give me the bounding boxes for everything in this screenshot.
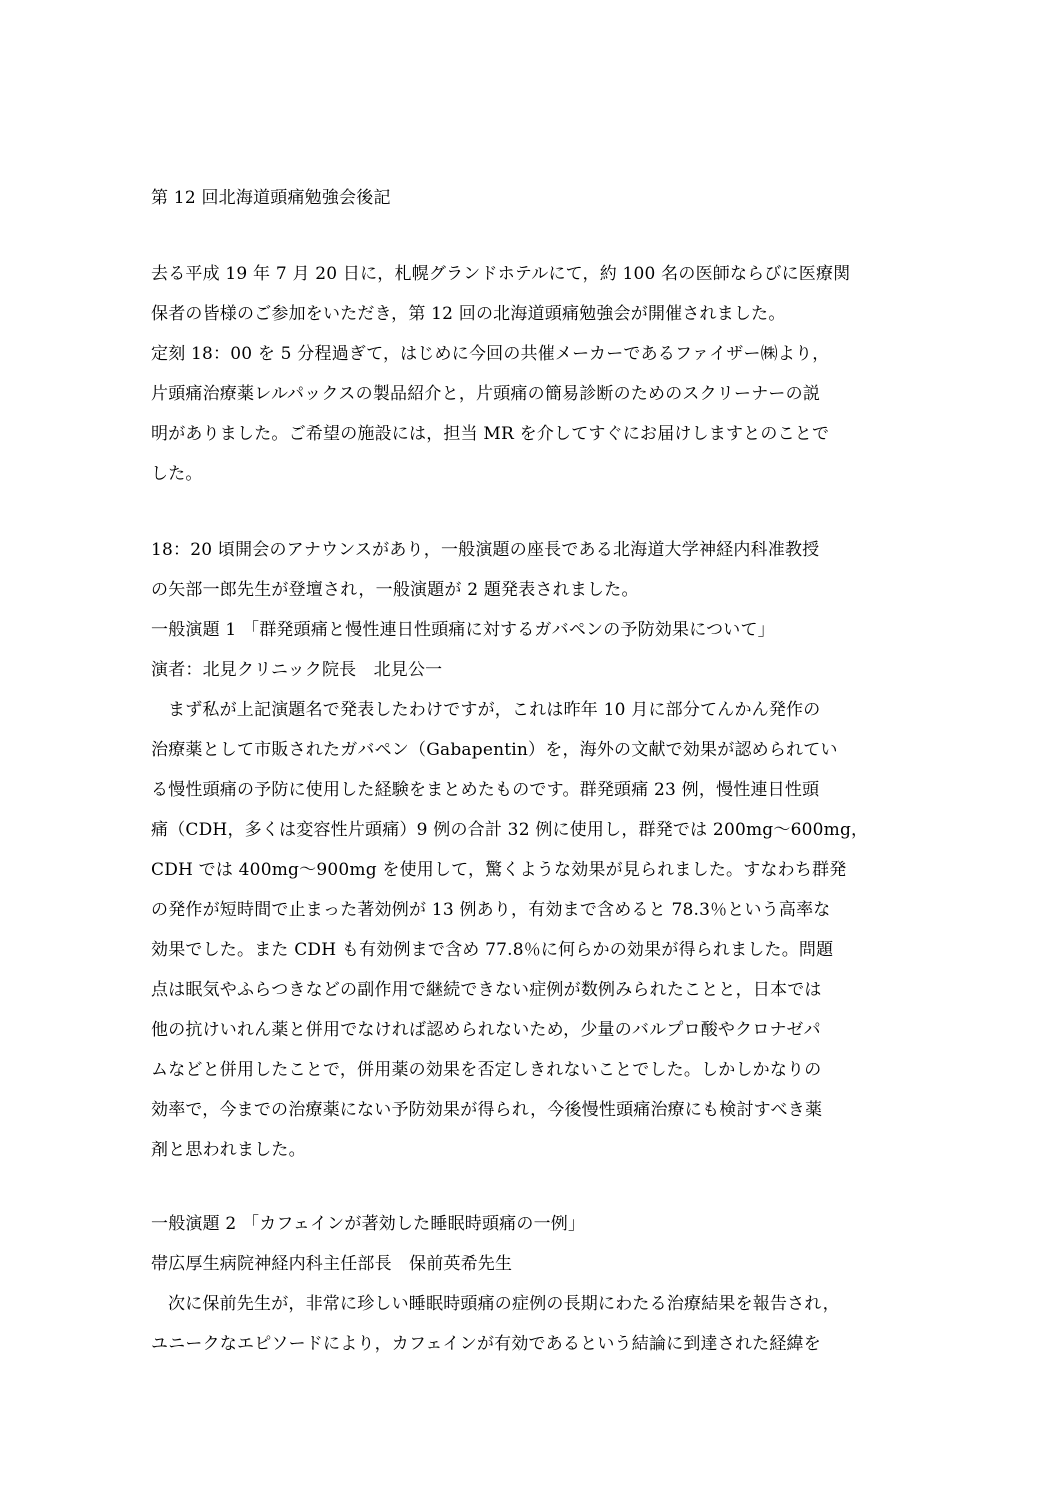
paragraph-line: 他の抗けいれん薬と併用でなければ認められないため，少量のバルプロ酸やクロナゼパ xyxy=(151,1020,821,1040)
paragraph-line: 定刻 18：00 を 5 分程過ぎて，はじめに今回の共催メーカーであるファイザー㈱より， xyxy=(151,344,830,364)
paragraph-line: 片頭痛治療薬レルパックスの製品紹介と，片頭痛の簡易診断のためのスクリーナーの説 xyxy=(151,384,821,404)
paragraph-line: 効率で，今までの治療薬にない予防効果が得られ，今後慢性頭痛治療にも検討すべき薬 xyxy=(151,1100,823,1120)
paragraph-line: 明がありました。ご希望の施設には，担当 MR を介してすぐにお届けしますとのことで xyxy=(151,424,830,444)
paragraph-line: した。 xyxy=(151,464,203,484)
paragraph-line: ムなどと併用したことで，併用薬の効果を否定しきれないことでした。しかしかなりの xyxy=(151,1060,822,1080)
paragraph-line: まず私が上記演題名で発表したわけですが，これは昨年 10 月に部分てんかん発作の xyxy=(168,700,821,720)
paragraph-line: る慢性頭痛の予防に使用した経験をまとめたものです。群発頭痛 23 例，慢性連日性頭 xyxy=(151,780,820,800)
paragraph-line: の発作が短時間で止まった著効例が 13 例あり，有効まで含めると 78.3％という高率な xyxy=(151,900,831,920)
paragraph-line: 保者の皆様のご参加をいただき，第 12 回の北海道頭痛勉強会が開催されました。 xyxy=(151,304,786,324)
paragraph-line: 次に保前先生が，非常に珍しい睡眠時頭痛の症例の長期にわたる治療結果を報告され， xyxy=(168,1294,840,1314)
paragraph-line: の矢部一郎先生が登壇され，一般演題が 2 題発表されました。 xyxy=(151,580,639,600)
paragraph-line: 痛（CDH，多くは変容性片頭痛）9 例の合計 32 例に使用し，群発では 200mg～600mg， xyxy=(151,820,869,840)
talk1-heading: 一般演題 1 「群発頭痛と慢性連日性頭痛に対するガバペンの予防効果について」 xyxy=(151,620,775,640)
document-title: 第 12 回北海道頭痛勉強会後記 xyxy=(151,188,391,208)
paragraph-line: ユニークなエピソードにより，カフェインが有効であるという結論に到達された経緯を xyxy=(151,1334,821,1354)
talk2-heading: 一般演題 2 「カフェインが著効した睡眠時頭痛の一例」 xyxy=(151,1214,586,1234)
paragraph-line: 剤と思われました。 xyxy=(151,1140,306,1160)
paragraph-line: 治療薬として市販されたガバペン（Gabapentin）を，海外の文献で効果が認められてい xyxy=(151,740,838,760)
paragraph-line: 効果でした。また CDH も有効例まで含め 77.8％に何らかの効果が得られました。問題 xyxy=(151,940,834,960)
paragraph-line: 点は眠気やふらつきなどの副作用で継続できない症例が数例みられたことと，日本では xyxy=(151,980,822,1000)
paragraph-line: CDH では 400mg～900mg を使用して，驚くような効果が見られました。すなわち群発 xyxy=(151,860,847,880)
paragraph-line: 18：20 頃開会のアナウンスがあり，一般演題の座長である北海道大学神経内科准教授 xyxy=(151,540,820,560)
talk2-speaker: 帯広厚生病院神経内科主任部長 保前英希先生 xyxy=(151,1254,513,1274)
paragraph-line: 去る平成 19 年 7 月 20 日に，札幌グランドホテルにて，約 100 名の医師ならびに医療関 xyxy=(151,264,851,284)
talk1-speaker: 演者：北見クリニック院長 北見公一 xyxy=(151,660,443,680)
